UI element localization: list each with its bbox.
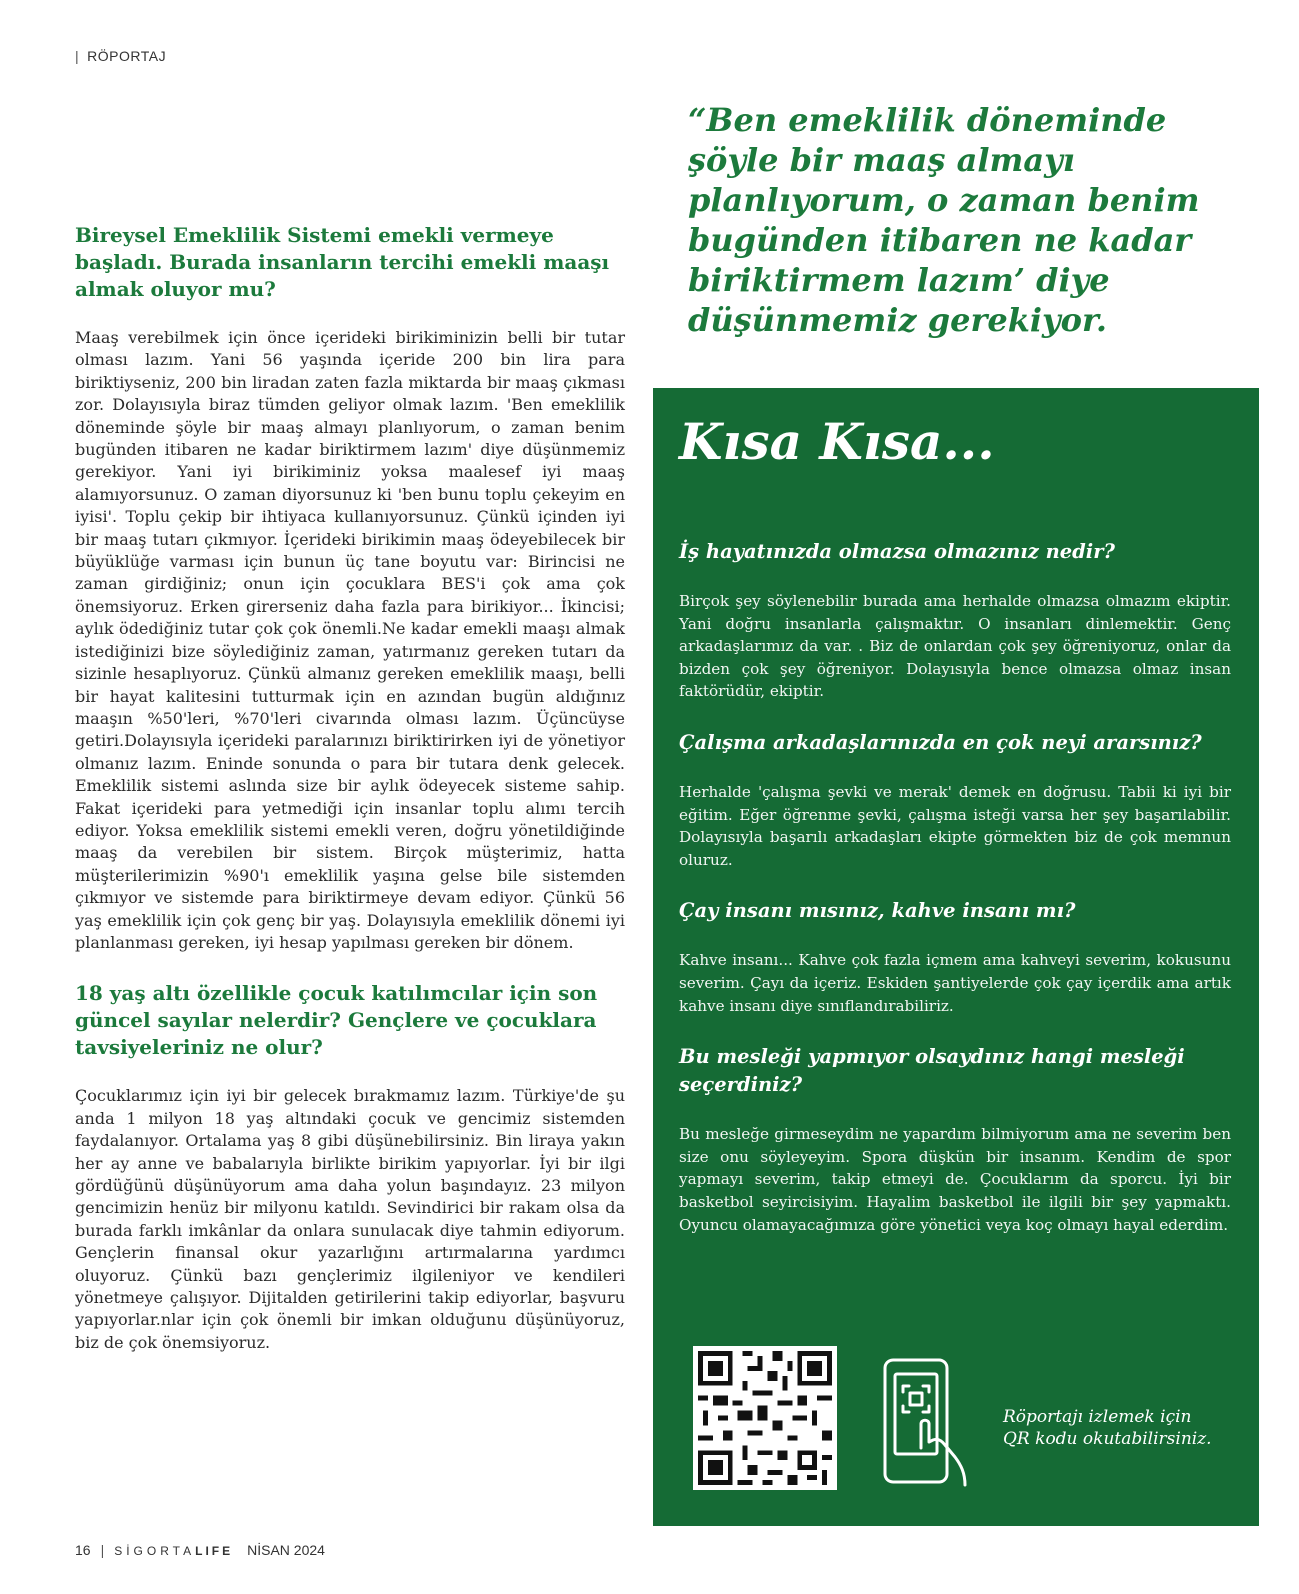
- issue-date: NİSAN 2024: [247, 1542, 325, 1558]
- brand-logo: [114, 1544, 233, 1558]
- phone-scan-icon: [881, 1354, 973, 1490]
- page-footer: [75, 1542, 325, 1558]
- footer-divider: |: [100, 1542, 105, 1558]
- box-question: Çay insanı mısınız, kahve insanı mı?: [679, 899, 1076, 923]
- box-answer: Herhalde 'çalışma şevki ve merak' demek en doğrusu. Tabii ki iyi bir eğitim. Eğer öğrenme şevki, çalışma isteği varsa her şey başarılabilir. Dolayısıyla başarılı arkadaşları ekipte görmekten biz de çok memnun oluruz.: [679, 782, 1231, 869]
- short-qa-box: [653, 388, 1259, 1526]
- box-question: Bu mesleği yapmıyor olsaydınız hangi mesleği seçerdiniz?: [679, 1045, 1185, 1097]
- qr-caption-line: Röportajı izlemek için: [1003, 1407, 1192, 1427]
- box-answer: Kahve insanı... Kahve çok fazla içmem ama kahveyi severim, kokusunu severim. Çayı da içeriz. Eskiden şantiyelerde çok çay içerdik ama artık kahve insanı diye sınıflandırabiliriz.: [679, 951, 1231, 1015]
- box-content: [679, 538, 1231, 1262]
- brand-bold: LIFE: [195, 1544, 234, 1558]
- answer-1: Maaş verebilmek için önce içerideki birikiminizin belli bir tutar olması lazım. Yani 56 yaşında içeride 200 bin lira para biriktiyseniz, 200 bin liradan zaten fazla miktarda bir maaş çıkması zor. Dolayısıyla biraz tümden geliyor olmak lazım. 'Ben emeklilik döneminde şöyle bir maaş almayı planlıyorum, o zaman benim bugünden itibaren ne kadar biriktirmem lazım' diye düşünmemiz gerekiyor. Yani iyi birikiminiz yoksa maalesef iyi maaş alamıyorsunuz. O zaman diyorsunuz ki 'ben bunu toplu çekeyim en iyisi'. Toplu çekip bir ihtiyaca kullanıyorsunuz. Çünkü içinden iyi bir maaş tutarı çıkmıyor. İçerideki birikimin maaş ödeyebilecek bir büyüklüğe varması için bunun üç tane boyutu var: Birincisi ne zaman girdiğiniz; onun için çocuklara BES'i çok ama çok önemsiyoruz. Erken girerseniz daha fazla para birikiyor... İkincisi; aylık ödediğiniz tutar çok çok önemli.Ne kadar emekli maaşı almak istediğinizi bize söylediğiniz zaman, yatırmanız gereken tutarı da sizinle hesaplıyoruz. Çünkü almanız gereken emeklilik maaşı, belli bir hayat kalitesini tutturmak için en azından bugün aldığınız maaşın %50'leri, %70'leri civarında olması lazım. Üçüncüyse getiri.Dolayısıyla içerideki paralarınızı biriktirirken iyi de yönetiyor olmanız lazım. Eninde sonunda o para bir tutara denk gelecek. Emeklilik sistemi aslında size bir aylık ödeyecek sisteme sahip. Fakat içerideki para yetmediği için insanlar toplu alımı tercih ediyor. Yoksa emeklilik sistemi emekli veren, doğru yönetildiğinde maaş da verebilen bir sistem. Birçok müşterimiz, hatta müşterilerimizin %90'ı emeklilik yaşına gelse bile sistemden çıkmıyor ve sistemde para biriktirmeye devam ediyor. Çünkü 56 yaş emeklilik için çok genç bir yaş. Dolayısıyla emeklilik dönemi iyi planlanması gereken, iyi hesap yapılması gereken bir dönem.: [75, 328, 625, 952]
- page-number: 16: [75, 1542, 91, 1558]
- section-label: RÖPORTAJ: [87, 48, 167, 64]
- interview-column: [75, 222, 625, 1380]
- box-question: Çalışma arkadaşlarınızda en çok neyi ararsınız?: [679, 730, 1202, 754]
- box-answer: Bu mesleğe girmeseydim ne yapardım bilmiyorum ama ne severim ben size onu söyleyeyim. Spora düşkün bir insanım. Kendim de spor yapmayı severim, takip etmeyi de. Çocuklarım da sporcu. İyi bir basketbol seyircisiyim. Hayalim basketbol ile ilgili bir şey yapmaktı. Oyuncu olamayacağımıza göre yönetici veya koç olmayı hayal ederdim.: [679, 1125, 1231, 1234]
- question-2: 18 yaş altı özellikle çocuk katılımcılar için son güncel sayılar nelerdir? Gençlere ve çocuklara tavsiyeleriniz ne olur?: [75, 981, 598, 1060]
- pull-quote: “Ben emeklilik döneminde şöyle bir maaş almayı planlıyorum, o zaman benim bugünden itibaren ne kadar biriktirmem lazım’ diye düşünmemiz gerekiyor.: [688, 101, 1200, 339]
- qr-caption-line: QR kodu okutabilirsiniz.: [1003, 1429, 1212, 1449]
- box-answer: Birçok şey söylenebilir burada ama herhalde olmazsa olmazım ekiptir. Yani doğru insanlarla çalışmaktır. O insanları dinlemektir. Genç arkadaşlarımız da var. . Biz de onlardan çok şey öğreniyoruz, onlar da bizden çok şey öğreniyor. Dolayısıyla bence olmazsa olmaz insan faktörüdür, ekiptir.: [679, 592, 1231, 701]
- box-question: İş hayatınızda olmazsa olmazınız nedir?: [679, 540, 1115, 563]
- brand-light: SİGORTA: [114, 1544, 196, 1558]
- box-title: Kısa Kısa...: [679, 412, 995, 471]
- qr-caption: [1003, 1406, 1243, 1450]
- qr-code[interactable]: [693, 1346, 837, 1490]
- answer-2: Çocuklarımız için iyi bir gelecek bırakmamız lazım. Türkiye'de şu anda 1 milyon 18 yaş altındaki çocuk ve gencimiz sistemden faydalanıyor. Ortalama yaş 8 gibi düşünebilirsiniz. Bin liraya yakın her ay anne ve babalarıyla birlikte birikim yapıyorlar. İyi bir ilgi gördüğünü düşünüyorum ama daha yolun başındayız. 23 milyon gencimizin henüz bir milyonu katıldı. Sevindirici bir rakam olsa da burada farklı imkânlar da onlara sunulacak diye tahmin ediyorum. Gençlerin finansal okur yazarlığını artırmalarına yardımcı oluyoruz. Çünkü bazı gençlerimiz ilgileniyor ve kendileri yönetmeye çalışıyor. Dijitalden getirilerini takip ediyorlar, başvuru yapıyorlar.nlar için çok önemli bir imkan olduğunu düşünüyoruz, biz de çok önemsiyoruz.: [75, 1086, 625, 1352]
- section-header: [75, 48, 166, 64]
- header-divider: |: [75, 48, 80, 64]
- question-1: Bireysel Emeklilik Sistemi emekli vermeye başladı. Burada insanların tercihi emekli maaşı almak oluyor mu?: [75, 223, 610, 301]
